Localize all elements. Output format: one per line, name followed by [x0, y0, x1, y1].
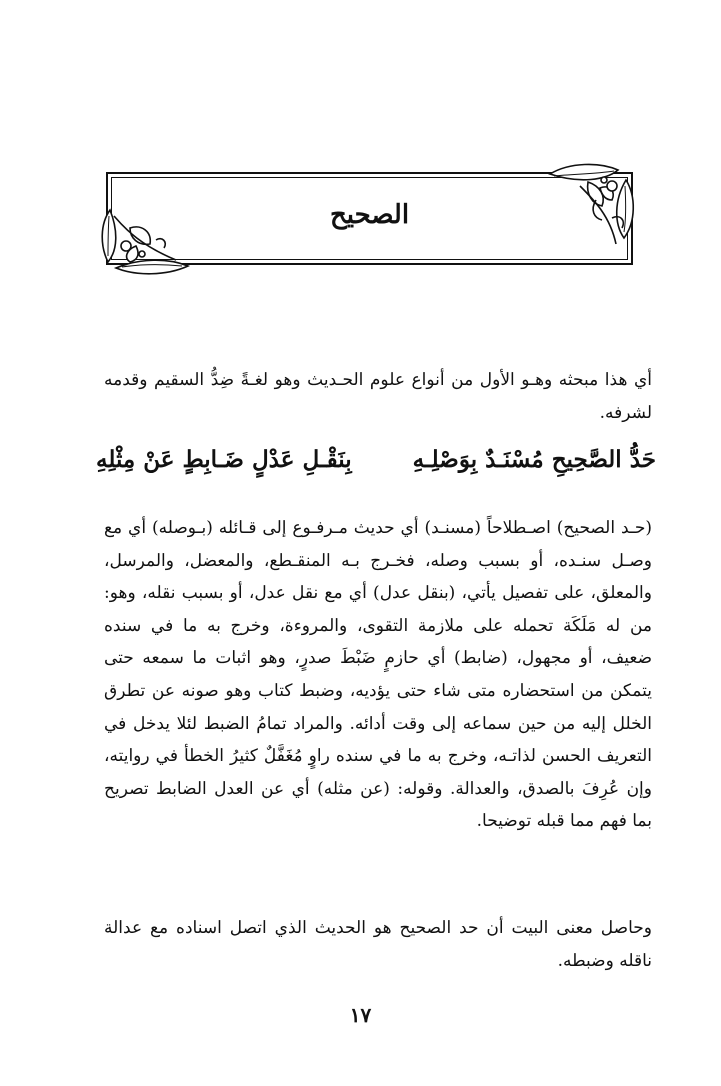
page-number: ١٧ — [349, 1003, 372, 1027]
intro-paragraph: أي هذا مبحثه وهـو الأول من أنواع علوم الحـديث وهو لغـةً ضِدُّ السقيم وقدمه لشرفه. — [104, 370, 652, 423]
poem-verse — [96, 446, 656, 473]
verse-first-hemistich: حَدُّ الصَّحِيحِ مُسْنَـدٌ بِوَصْلِـهِ — [412, 446, 656, 473]
summary-paragraph: وحاصل معنى البيت أن حد الصحيح هو الحديث الذي اتصل اسناده مع عدالة ناقله وضبطه. — [104, 918, 652, 971]
verse-second-hemistich: بِنَقْـلِ عَدْلٍ ضَـابِطٍ عَنْ مِثْلِهِ — [96, 446, 352, 473]
commentary-paragraph: (حـد الصحيح) اصـطلاحاً (مسنـد) أي حديث مـرفـوع إلى قـائله (بـوصله) أي مع وصـل سنـده، أو بسبب وصله، فخـرج بـه المنقـطع، والمعضل، والمرسل، والمعلق، على تفصيل يأتي، (بنقل عدل) أي مع نقل عدل، أو بسبب نقله، وهو: من له مَلَكَة تحمله على ملازمة التقوى، والمروءة، وخرج به ما في سنده ضعيف، أو مجهول، (ضابط) أي حازمٍ ضَبْطَ صدرٍ، وهو اثبات ما سمعه حتى يتمكن من استحضاره متى شاء حتى يؤديه، وضبط كتاب وهو صونه عن تطرق الخلل إليه من حين سماعه إلى وقت أدائه. والمراد تمامُ الضبط لئلا يدخل في التعريف الحسن لذاتـه، وخرج به ما في سنده راوٍ مُغَفَّلٌ كثيرُ الخطأ في روايته، وإن عُرِفَ بالصدق، والعدالة. وقوله: (عن مثله) أي عن العدل الضابط تصريح بما فهم مما قبله توضيحا. — [104, 518, 652, 832]
floral-ornament-top-right-icon — [540, 160, 640, 250]
chapter-title: الصحيح — [329, 200, 410, 230]
floral-ornament-bottom-left-icon — [96, 206, 196, 276]
